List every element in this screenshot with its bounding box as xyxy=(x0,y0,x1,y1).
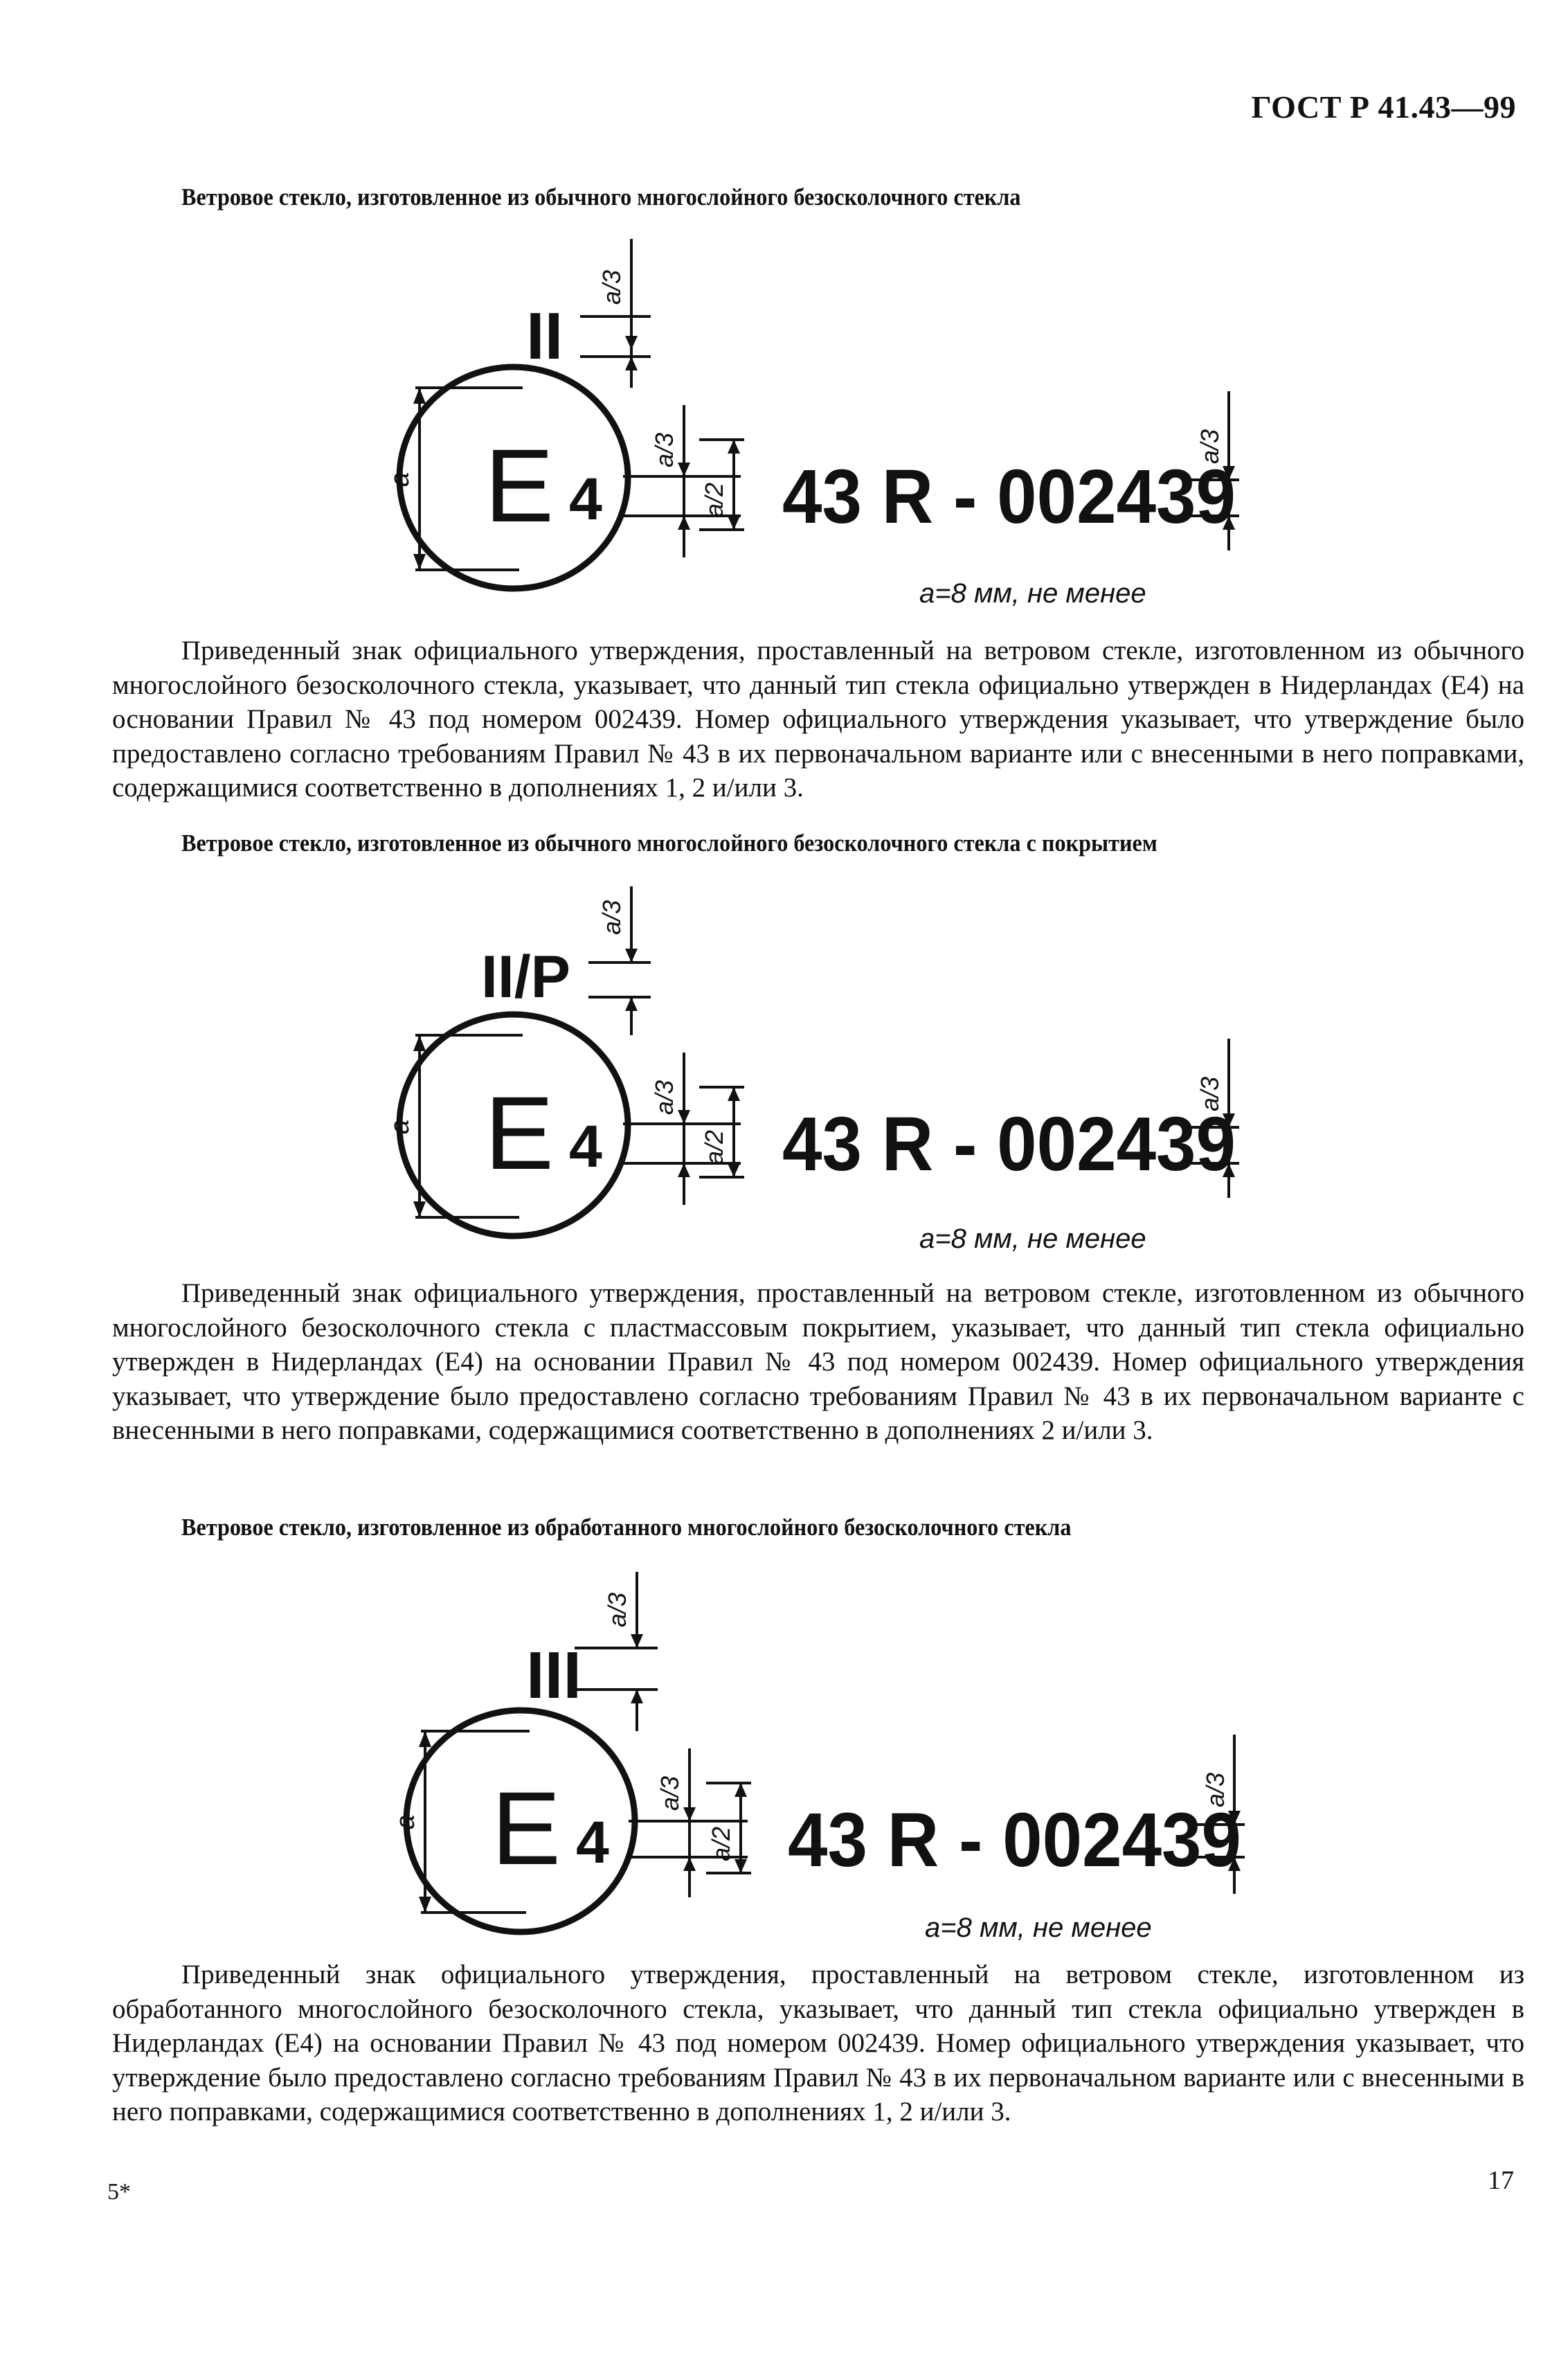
dim-label-a3-right: a/3 xyxy=(1201,1772,1229,1807)
section-text-1: Приведенный знак официального утверждения, проставленный на ветровом стекле, изготовленном из обычного многослойного безосколочного стекла, указывает, что данный тип стекла официально утвержден в Нидерландах (Е4) на основании Правил № 43 под номером 002439. Номер официального утверждения указывает, что утверждение было предоставлено согласно требованиям Правил № 43 в их первоначальном варианте или с внесенными в него поправками, содержащимися соответственно в дополнениях 1, 2 и/или 3. xyxy=(112,636,1524,803)
circle-letter: E xyxy=(492,1770,561,1886)
dim-label-a3-top: a/3 xyxy=(603,1592,631,1627)
dim-label-a3-top: a/3 xyxy=(597,269,626,305)
size-note: a=8 мм, не менее xyxy=(919,1224,1146,1254)
circle-letter: E xyxy=(485,427,555,544)
class-symbol: II xyxy=(526,299,564,373)
page-number: 17 xyxy=(1488,2166,1514,2195)
class-symbol: III xyxy=(526,1638,582,1712)
class-symbol: II/P xyxy=(481,944,571,1010)
dim-label-a3-right: a/3 xyxy=(1196,1076,1224,1111)
section-heading-2: Ветровое стекло, изготовленное из обычного многослойного безосколочного стекла с покрытием xyxy=(181,830,1157,857)
document-code: ГОСТ Р 41.43—99 xyxy=(1251,89,1516,125)
size-note: a=8 мм, не менее xyxy=(919,578,1146,609)
section-heading-1: Ветровое стекло, изготовленное из обычного многослойного безосколочного стекла xyxy=(181,183,1021,211)
dim-label-a3-mid: a/3 xyxy=(650,1080,678,1115)
dim-label-a3-top: a/3 xyxy=(597,899,626,935)
approval-mark-2 xyxy=(0,886,1568,1302)
dim-label-a3-mid: a/3 xyxy=(656,1775,684,1811)
section-text-2: Приведенный знак официального утверждения, проставленный на ветровом стекле, изготовленном из обычного многослойного безосколочного стекла с пластмассовым покрытием, указывает, что данный тип стекла официально утвержден в Нидерландах (Е4) на основании Правил № 43 под номером 002439. Номер официального утверждения указывает, что утверждение было предоставлено согласно требованиям Правил № 43 в их первоначальном варианте с внесенными в него поправками, содержащимися соответственно в дополнениях 2 и/или 3. xyxy=(112,1278,1524,1445)
approval-number: 43 R - 002439 xyxy=(788,1798,1241,1883)
country-number: 4 xyxy=(569,1113,602,1180)
dim-label-a: a xyxy=(386,1119,415,1134)
country-number: 4 xyxy=(576,1809,609,1876)
dim-label-a: a xyxy=(386,472,415,487)
size-note: a=8 мм, не менее xyxy=(925,1913,1152,1943)
approval-number: 43 R - 002439 xyxy=(782,1102,1236,1187)
section-text-3: Приведенный знак официального утверждения, проставленный на ветровом стекле, изготовленном из обработанного многослойного безосколочного стекла, указывает, что данный тип стекла официально утвержден в Нидерландах (Е4) на основании Правил № 43 под номером 002439. Номер официального утверждения указывает, что утверждение было предоставлено согласно требованиям Правил № 43 в их первоначальном варианте или с внесенными в него поправками, содержащимися соответственно в дополнениях 1, 2 и/или 3. xyxy=(112,1960,1524,2126)
dim-label-a: a xyxy=(391,1814,420,1829)
section-heading-3: Ветровое стекло, изготовленное из обработанного многослойного безосколочного стекла xyxy=(181,1514,1072,1541)
sheet-mark: 5* xyxy=(107,2179,131,2205)
dim-label-a2: a/2 xyxy=(707,1826,735,1861)
dim-label-a2: a/2 xyxy=(700,1129,728,1165)
approval-mark-3 xyxy=(0,1572,1568,1987)
circle-letter: E xyxy=(485,1075,555,1191)
dim-label-a3-mid: a/3 xyxy=(650,432,678,467)
dim-label-a2: a/2 xyxy=(700,482,728,517)
country-number: 4 xyxy=(569,466,602,532)
approval-number: 43 R - 002439 xyxy=(782,454,1236,539)
dim-label-a3-right: a/3 xyxy=(1196,429,1224,464)
approval-mark-1 xyxy=(0,239,1568,654)
